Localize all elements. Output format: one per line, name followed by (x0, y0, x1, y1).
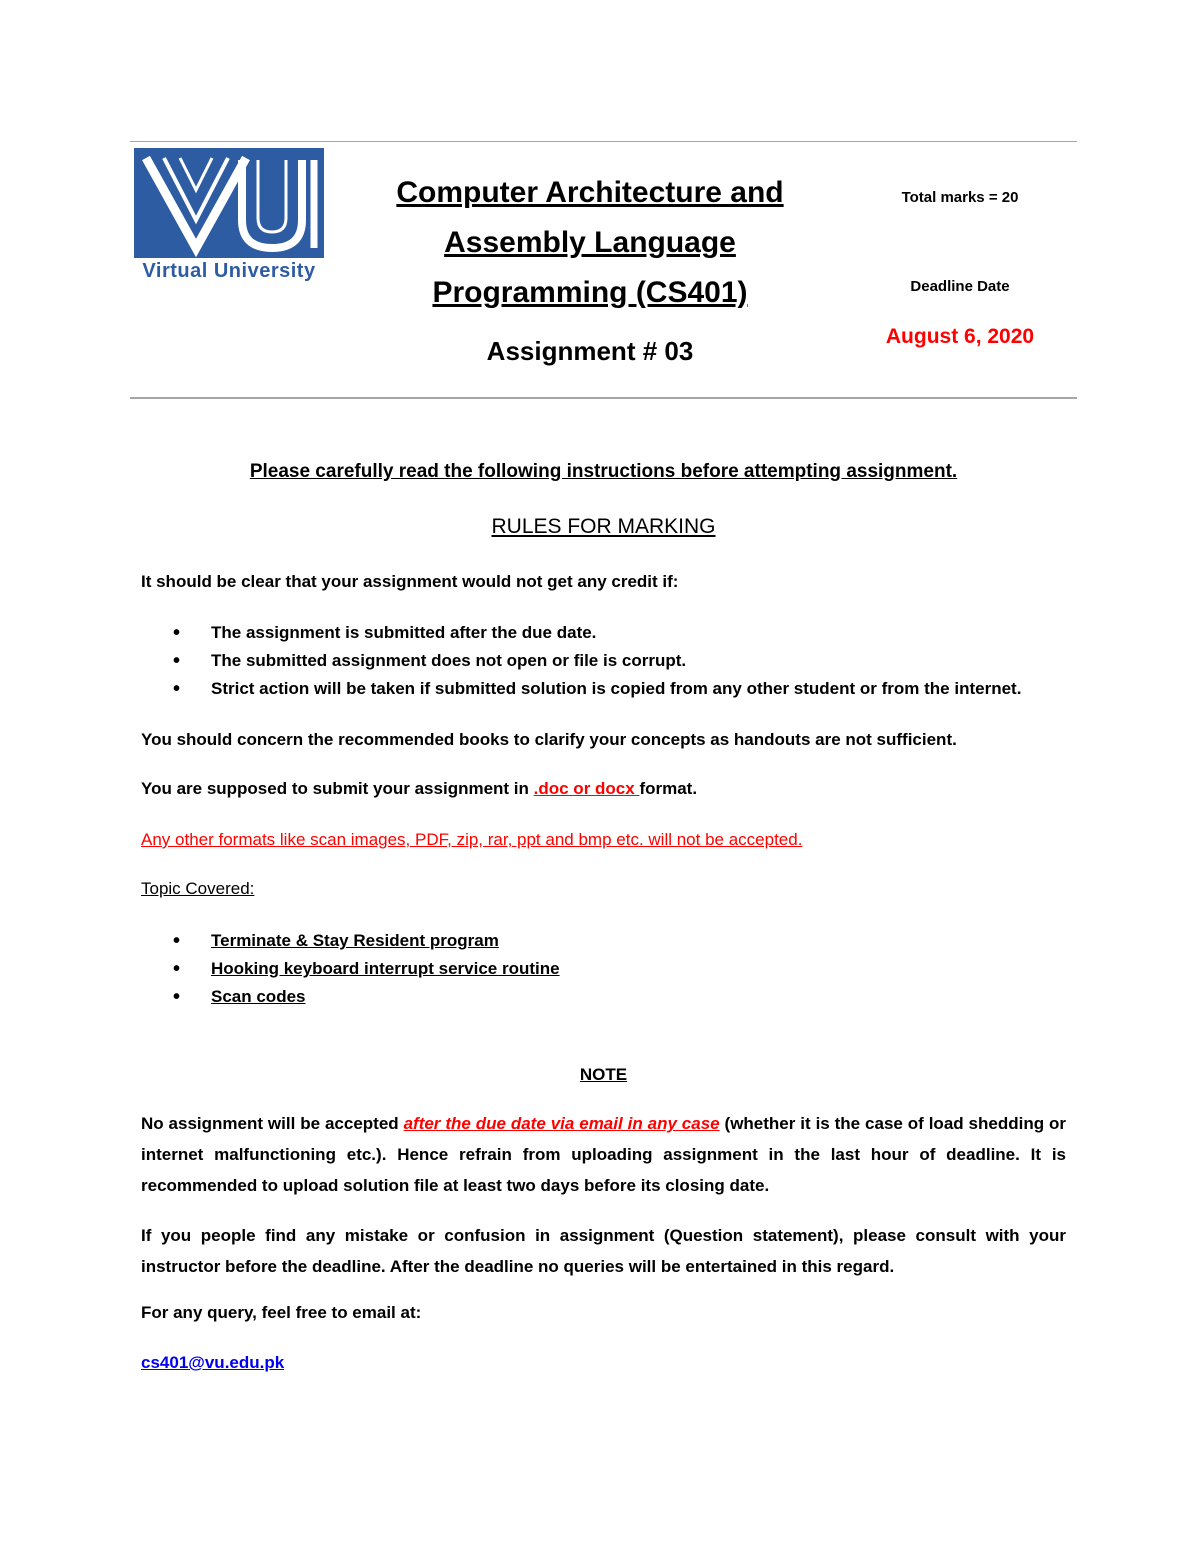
course-title (385, 168, 795, 318)
list-item: • Scan codes (141, 984, 1066, 1010)
vu-monogram-icon (134, 148, 324, 258)
list-item: • Hooking keyboard interrupt service routine (141, 956, 1066, 982)
note-heading: NOTE (579, 1065, 628, 1084)
vu-logo-mark (134, 148, 324, 258)
vu-logo (134, 148, 324, 288)
note-paragraph-1 (141, 1108, 1066, 1201)
note-p1-emphasis: after the due date via email in any case (403, 1114, 720, 1133)
other-formats-warning: Any other formats like scan images, PDF, zip, rar, ppt and bmp etc. will not be accepted. (141, 830, 803, 849)
logo-tagline: Virtual University (142, 260, 316, 282)
course-title-line-1: Computer Architecture and (396, 176, 784, 209)
deadline-date: August 6, 2020 (885, 325, 1035, 348)
contact-email-link[interactable]: cs401@vu.edu.pk (141, 1353, 285, 1372)
format-highlight: .doc or docx (533, 779, 640, 798)
course-title-line-2: Assembly Language (444, 226, 736, 259)
format-line (141, 779, 1066, 799)
note-p1-post: (whether it is the case of load shedding or internet malfunctioning etc.). Hence refrain from uploading assignment in the last hour of deadline. It is recommended to upload solution file at least two days before its closing date. (141, 1114, 1067, 1195)
concern-line: You should concern the recommended books to clarify your concepts as handouts are not sufficient. (141, 730, 957, 749)
query-line: For any query, feel free to email at: (141, 1303, 422, 1322)
note-p1-pre: No assignment will be accepted (141, 1114, 404, 1133)
deadline-label: Deadline Date (910, 278, 1010, 295)
total-marks: Total marks = 20 (901, 189, 1019, 206)
topics-list (141, 928, 1066, 1012)
header-top-rule (130, 141, 1077, 142)
rules-list (141, 620, 1066, 704)
list-item: • Terminate & Stay Resident program (141, 928, 1066, 954)
list-item: • Strict action will be taken if submitted solution is copied from any other student or from the internet. (141, 676, 1066, 702)
instructions-intro: Please carefully read the following instructions before attempting assignment. (249, 461, 958, 482)
list-item: • The submitted assignment does not open or file is corrupt. (141, 648, 1066, 674)
topics-heading: Topic Covered: (141, 879, 255, 898)
note-paragraph-2: If you people find any mistake or confusion in assignment (Question statement), please consult with your instructor before the deadline. After the deadline no queries will be entertained in this regard. (141, 1226, 1066, 1276)
credit-line: It should be clear that your assignment would not get any credit if: (141, 572, 679, 591)
list-item: • The assignment is submitted after the due date. (141, 620, 1066, 646)
rules-heading: RULES FOR MARKING (491, 515, 716, 538)
format-text-pre: You are supposed to submit your assignment in (141, 779, 534, 798)
header-bottom-rule (130, 397, 1077, 399)
course-title-line-3: Programming (CS401) (432, 276, 748, 309)
format-text-post: format. (639, 779, 698, 798)
assignment-number: Assignment # 03 (486, 336, 694, 366)
